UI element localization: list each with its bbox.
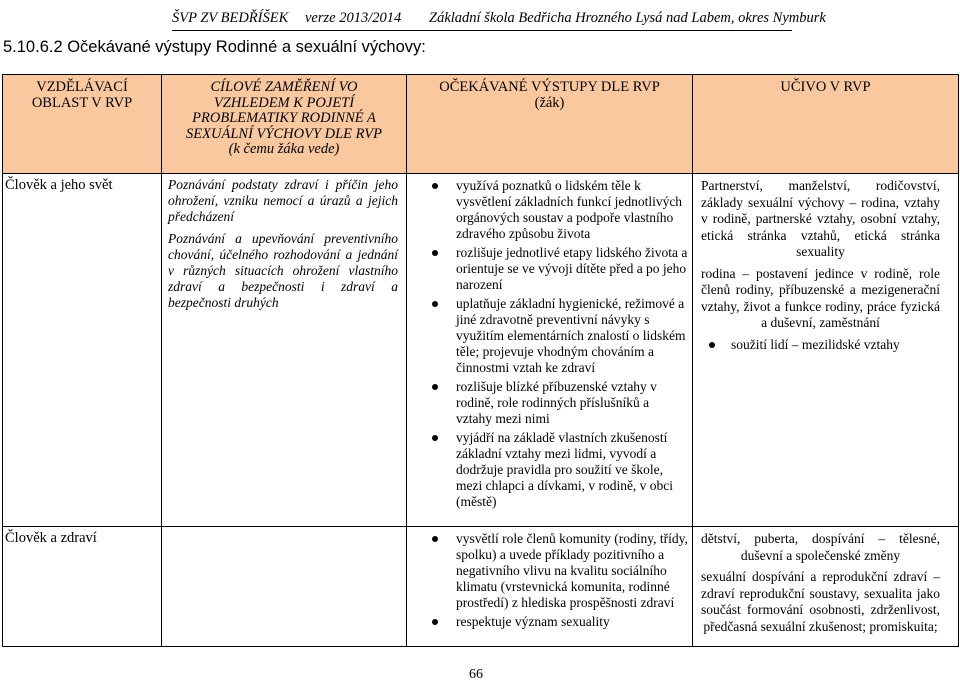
table-row [3,174,959,527]
bullet-icon [709,342,715,348]
header-school-name: Základní škola Bedřicha Hrozného Lysá nad Labem, okres Nymburk [429,10,826,26]
list-item [431,531,688,611]
outcome-text: rozlišuje jednotlivé etapy lidského života a orientuje se ve vývoji dítěte před a po jeho narození [456,245,688,292]
area-cell: Člověk a zdraví [3,527,162,647]
bullet-icon [432,435,438,441]
outcome-text: uplatňuje základní hygienické, režimové a jiné zdravotně preventivní návyky s využitím elementárních znalostí o lidském těle; projevuje vhodným chováním a činnostmi vztah ke zdraví [456,296,686,375]
list-item [431,296,688,376]
area-cell: Člověk a jeho svět [3,174,162,527]
outcomes-cell [407,527,693,647]
header-version: verze 2013/2014 [305,10,402,26]
list-item [431,245,688,293]
content-text: Partnerství, manželství, rodičovství, základy sexuální výchovy – rodina, vztahy v rodině, partnerské vztahy, osobní vztahy, etická stránka vztahů, etická stránka sexuality [701,178,940,259]
header-school-code: ŠVP ZV BEDŘÍŠEK [172,10,289,26]
bullet-icon [432,250,438,256]
goal-text: Poznávání a upevňování preventivního chování, účelného rozhodování a jednání v různých situacích ohrožení vlastního zdraví a bezpečnosti i zdraví a bezpečnosti druhých [168,231,398,310]
bullet-icon [432,384,438,390]
bullet-icon [432,536,438,542]
bullet-icon [432,183,438,189]
outcomes-cell [407,174,693,527]
content-text: dětství, puberta, dospívání – tělesné, duševní a společenské změny [701,531,940,563]
list-item [431,614,688,630]
page-number: 66 [469,667,483,682]
header-outcomes: OČEKÁVANÉ VÝSTUPY DLE RVP (žák) [407,75,693,174]
outcome-text: rozlišuje blízké příbuzenské vztahy v rodině, role rodinných příslušníků a vztahy mezi nimi [456,379,657,426]
outcome-text: využívá poznatků o lidském těle k vysvětlení základních funkcí jednotlivých orgánových soustav a podpoře vlastního zdravého způsobu života [456,178,683,241]
bullet-icon [432,619,438,625]
list-item [431,430,688,510]
table-row [3,527,959,647]
list-item [701,337,940,354]
header-content: UČIVO V RVP [693,75,959,174]
outcomes-list [431,531,688,630]
goals-cell [162,174,407,527]
outcomes-table [2,74,959,647]
header-goals: CÍLOVÉ ZAMĚŘENÍ VO VZHLEDEM K POJETÍ PROBLEMATIKY RODINNÉ A SEXUÁLNÍ VÝCHOVY DLE RVP (k čemu žáka vede) [162,75,407,174]
goals-cell [162,527,407,647]
list-item [431,178,688,242]
outcome-text: respektuje význam sexuality [456,614,610,629]
content-text: rodina – postavení jedince v rodině, role členů rodiny, příbuzenské a mezigenerační vztahy, život a funkce rodiny, práce fyzická a duševní, zaměstnání [701,265,940,330]
outcomes-list [431,178,688,510]
table-header-row [3,75,959,174]
content-text: sexuální dospívání a reprodukční zdraví – zdraví reprodukční soustavy, sexualita jako součást formování osobnosti, zdrženlivost, předčasná sexuální zkušenost; promiskuita; [701,569,940,634]
content-cell [693,527,959,647]
outcome-text: vyjádří na základě vlastních zkušeností základní vztahy mezi lidmi, vyvodí a dodržuje pravidla pro soužití ve škole, mezi chlapci a dívkami, v rodině, v obci (městě) [456,430,674,509]
header-area: VZDĚLÁVACÍ OBLAST V RVP [3,75,162,174]
page-header [172,6,826,31]
content-cell [693,174,959,527]
goal-text: Poznávání podstaty zdraví i příčin jeho ohrožení, vzniku nemocí a úrazů a jejich předcházení [168,177,398,224]
bullet-icon [432,301,438,307]
content-bullet-text: soužití lidí – mezilidské vztahy [731,336,900,352]
content-list [701,337,940,354]
outcome-text: vysvětlí role členů komunity (rodiny, třídy, spolku) a uvede příklady pozitivního a negativního vlivu na kvalitu sociálního klimatu (vrstevnická komunita, rodinné prostředí) z hlediska prospěšnosti zdraví [456,531,688,610]
list-item [431,379,688,427]
section-title: 5.10.6.2 Očekávané výstupy Rodinné a sexuální výchovy: [3,38,426,56]
